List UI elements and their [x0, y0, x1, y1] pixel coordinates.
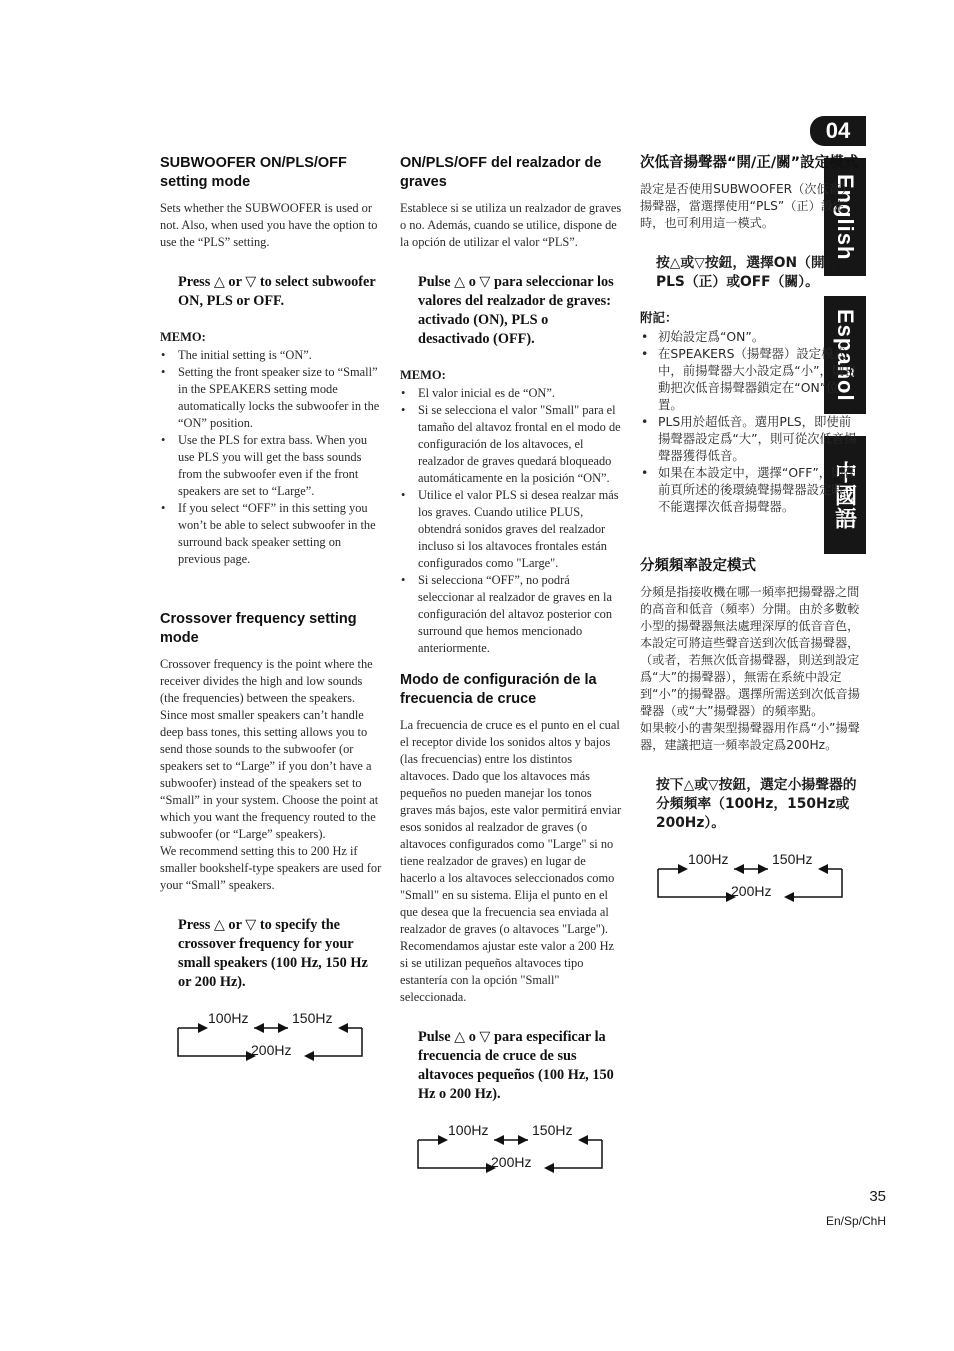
- crossover-description: La frecuencia de cruce es el punto en el cual el receptor divide los sonidos altos y bajos (las frecuencias) entre los distintos altavoces. Dado que los altavoces más pequeños no pueden manejar los tonos graves más bajos, este valor permitirá enviar esos sonidos al realzador de graves (o altavoces configurados como "Large" si no tiene realzador de graves) en lugar de hacerlo a los altavoces seleccionados como "Small" en su sistema. Elija el punto en el que desea que la frecuencia sea enviada al realzador de graves (o altavoces "Large"). Recomendamos ajustar este valor a 200 Hz si se utilizan pequeños altavoces tipo estantería con la opción "Small" seleccionada.: [400, 718, 622, 1004]
- subwoofer-description: Sets whether the SUBWOOFER is used or not. Also, when used you have the option to use the “PLS” setting.: [160, 201, 378, 249]
- memo-item: • Si se selecciona el valor "Small" para el tamaño del altavoz frontal en el modo de configuración de los altavoces, el realzador de graves quedará bloqueado automáticamente en la posición “ON”.: [398, 402, 622, 487]
- crossover-recommendation: We recommend setting this to 200 Hz if smaller bookshelf-type speakers are used for your “Small” speakers.: [160, 844, 382, 892]
- freq-200hz: 200Hz: [491, 1154, 532, 1170]
- memo-item: • 在SPEAKERS（揚聲器）設定模式中，前揚聲器大小設定爲“小”，則自動把次低音揚聲器鎖定在“ON”位置。: [638, 345, 860, 413]
- memo-item: • Setting the front speaker size to “Small” in the SPEAKERS setting mode automatically locks the subwoofer in the “ON” position.: [158, 364, 384, 432]
- crossover-recommendation: 如果較小的書架型揚聲器用作爲“小”揚聲器，建議把這一頻率設定爲200Hz。: [640, 721, 860, 752]
- page-number: 35: [869, 1188, 886, 1205]
- chapter-number-tab: 04: [810, 116, 866, 146]
- memo-label: MEMO:: [160, 330, 206, 344]
- freq-150hz: 150Hz: [772, 851, 813, 867]
- crossover-description: 分頻是指接收機在哪一頻率把揚聲器之間的高音和低音（頻率）分開。由於多數較小型的揚聲器無法處理深厚的低音音色，本設定可將這些聲音送到次低音揚聲器，（或者，若無次低音揚聲器，則送到設定爲“大”的揚聲器），無需在系統中設定到“小”的揚聲器。選擇所需送到次低音揚聲器（或“大”揚聲器）的頻率點。: [640, 585, 860, 718]
- crossover-heading: 分頻頻率設定模式: [640, 558, 756, 574]
- crossover-heading: Modo de configuración de la frecuencia de cruce: [400, 672, 597, 707]
- subwoofer-heading: 次低音揚聲器“開/正/關”設定模式: [640, 155, 859, 171]
- chinese-column: [638, 150, 860, 907]
- memo-item: • Use the PLS for extra bass. When you use PLS you will get the bass sounds from the subwoofer even if the front speakers are set to “Large”.: [158, 432, 384, 500]
- freq-150hz: 150Hz: [532, 1122, 573, 1138]
- tab-espanol: Español: [824, 296, 866, 414]
- subwoofer-step: 按△或▽按鈕，選擇ON（開），PLS（正）或OFF（關）。: [656, 255, 846, 290]
- memo-item: • 初始設定爲“ON”。: [638, 328, 860, 345]
- crossover-step: Pulse △ o ▽ para especificar la frecuencia de cruce de sus altavoces pequeños (100 Hz, 150 Hz o 200 Hz).: [418, 1029, 614, 1102]
- tab-english: English: [824, 158, 866, 276]
- crossover-heading: Crossover frequency setting mode: [160, 611, 357, 646]
- crossover-step: 按下△或▽按鈕，選定小揚聲器的分頻頻率（100Hz，150Hz或200Hz）。: [656, 777, 857, 831]
- freq-100hz: 100Hz: [688, 851, 729, 867]
- freq-200hz: 200Hz: [731, 883, 772, 899]
- subwoofer-description: 設定是否使用SUBWOOFER（次低音）揚聲器，當選擇使用“PLS”（正）設定時，也可利用這一模式。: [640, 182, 854, 230]
- memo-list: [638, 328, 860, 515]
- frequency-cycle-diagram: [416, 1122, 606, 1178]
- subwoofer-description: Establece si se utiliza un realzador de graves o no. Además, cuando se utilice, dispone de la opción de utilizar el valor “PLS”.: [400, 201, 622, 249]
- memo-label: 附記：: [640, 310, 678, 325]
- crossover-description: Crossover frequency is the point where the receiver divides the high and low sounds (the frequencies) between the speakers. Since most smaller speakers can’t handle deep bass tones, this setting allows you to send those sounds to the subwoofer (or speakers set to “Large” if you don’t have a subwoofer) instead of the speakers set to “Small” in your system. Choose the point at which you want the frequency routed to the subwoofer (or “Large” speakers).: [160, 657, 379, 841]
- freq-150hz: 150Hz: [292, 1010, 333, 1026]
- freq-100hz: 100Hz: [448, 1122, 489, 1138]
- memo-item: • Si selecciona “OFF”, no podrá seleccionar al realzador de graves en la configuración del altavoz posterior con surround que hemos mencionado anteriormente.: [398, 572, 622, 657]
- memo-list: [158, 347, 384, 568]
- memo-item: • El valor inicial es de “ON”.: [398, 385, 622, 402]
- memo-item: • If you select “OFF” in this setting you won’t be able to select subwoofer in the surround back speaker setting on previous page.: [158, 500, 384, 568]
- subwoofer-step: Pulse △ o ▽ para seleccionar los valores del realzador de graves: activado (ON), PLS o desactivado (OFF).: [418, 274, 614, 347]
- freq-200hz: 200Hz: [251, 1042, 292, 1058]
- english-column: [158, 150, 384, 1066]
- memo-list: [398, 385, 622, 657]
- crossover-step: Press △ or ▽ to specify the crossover frequency for your small speakers (100 Hz, 150 Hz or 200 Hz).: [178, 917, 368, 990]
- tab-chinese: 中國語: [824, 436, 866, 554]
- spanish-column: [398, 150, 622, 1178]
- memo-item: • Utilice el valor PLS si desea realzar más los graves. Cuando utilice PLUS, obtendrá sonidos graves del realzador incluso si los altavoces frontales están configurados como "Large".: [398, 487, 622, 572]
- freq-100hz: 100Hz: [208, 1010, 249, 1026]
- memo-label: MEMO:: [400, 368, 446, 382]
- frequency-cycle-diagram: [656, 851, 846, 907]
- memo-item: • PLS用於超低音。選用PLS，即使前揚聲器設定爲“大”，則可從次低音揚聲器獲得低音。: [638, 413, 860, 464]
- memo-item: • 如果在本設定中，選擇“OFF”，則在前頁所述的後環繞聲揚聲器設定時，不能選擇次低音揚聲器。: [638, 464, 860, 515]
- subwoofer-step: Press △ or ▽ to select subwoofer ON, PLS or OFF.: [178, 274, 376, 309]
- memo-item: • The initial setting is “ON”.: [158, 347, 384, 364]
- subwoofer-heading: SUBWOOFER ON/PLS/OFF setting mode: [160, 155, 347, 190]
- language-code: En/Sp/ChH: [825, 1214, 886, 1228]
- frequency-cycle-diagram: [176, 1010, 366, 1066]
- subwoofer-heading: ON/PLS/OFF del realzador de graves: [400, 155, 602, 190]
